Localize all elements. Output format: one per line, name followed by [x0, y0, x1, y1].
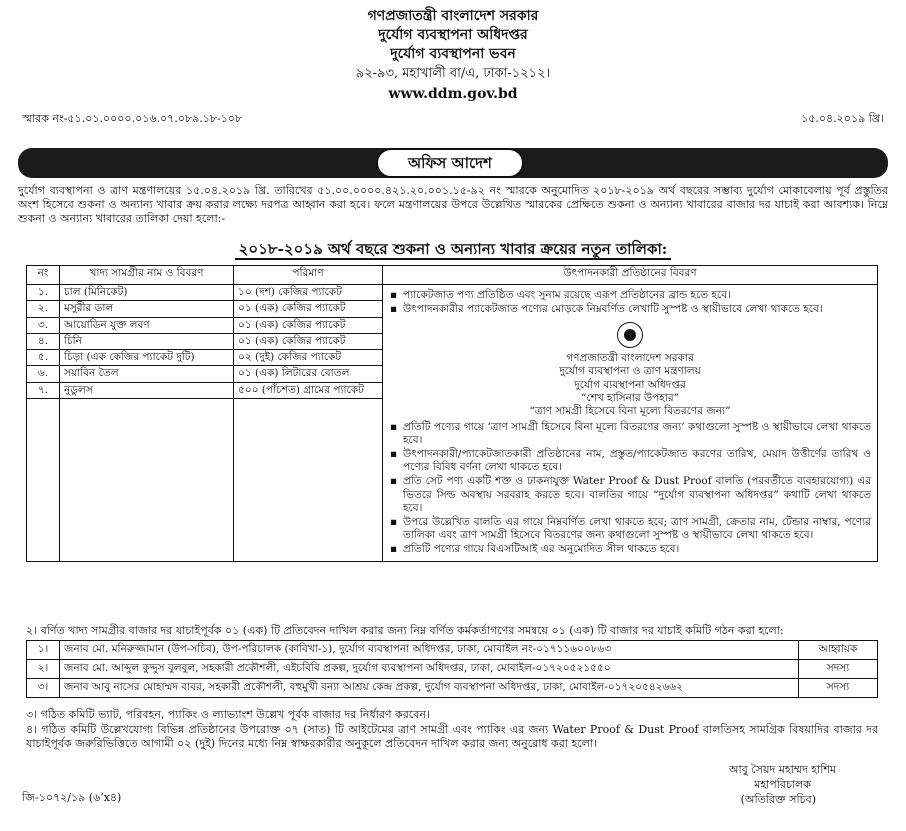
header-qty: পরিমাণ [234, 266, 383, 285]
committee-row [27, 679, 878, 698]
manufacturer-spec [383, 285, 878, 562]
food-items-table [26, 265, 878, 562]
signatory-rank: (অতিরিক্ত সচিব) [740, 793, 816, 806]
signatory-title: মহাপরিচালক [754, 778, 811, 791]
committee-role: আহ্বায়ক [799, 641, 878, 660]
committee-member: জনাব মো. আব্দুল কুদ্দুস বুলবুল, সহকারী প্রকৌশলী, এইচবিবি প্রকল্প, দুর্যোগ ব্যবস্থাপনা অধিদপ্তর, ঢাকা, মোবাইল-০১৭২০৫২১৫৫০ [60, 660, 799, 679]
row-item: চিড়া (এক কেজির প্যাকেট দুটি) [60, 350, 234, 366]
label-line: “শেখ হাসিনার উপহার” [580, 391, 679, 404]
row-no: ৫. [27, 350, 60, 366]
department-name: দুর্যোগ ব্যবস্থাপনা অধিদপ্তর [378, 27, 528, 43]
row-item: সয়াবিন তৈল [60, 366, 234, 382]
table-header-row [27, 266, 878, 285]
gov-name: গণপ্রজাতন্ত্রী বাংলাদেশ সরকার [367, 8, 539, 24]
label-line: দুর্যোগ ব্যবস্থাপনা অধিদপ্তর [574, 378, 686, 391]
intro-paragraph: দুর্যোগ ব্যবস্থাপনা ও ত্রাণ মন্ত্রণালয়ের ১৫.০৪.২০১৯ খ্রি. তারিখের ৫১.০০.০০০০.৪২১.২০.০০১.১৫-৯২ নং স্মারকে অনুমোদিত ২০১৮-২০১৯ অর্থ বছরের সম্ভাব্য দুর্যোগ মোকাবেলায় পূর্ব প্রস্তুতির অংশ হিসেবে শুকনা ও অন্যান্য খাবার ক্রয় করার লক্ষ্যে দরপত্র আহ্বান করা হবে। ফলে মন্ত্রণালয়ের উপরে উল্লেখিত স্মারকের প্রেক্ষিতে শুকনা ও অন্যান্য খাবারের বাজার দর যাচাই করা আবশ্যক। নিম্নে শুকনা ও অন্যান্য খাবারের তালিকা দেয়া হলো:- [18, 184, 888, 225]
committee-no: ৩। [27, 679, 60, 698]
committee-table [26, 640, 878, 698]
committee-role: সদস্য [799, 679, 878, 698]
header-item: খাদ্য সামগ্রীর নাম ও বিবরণ [60, 266, 234, 285]
memo-date: ১৫.০৪.২০১৯ খ্রি। [801, 112, 884, 125]
row-item: নুডুলস [60, 382, 234, 398]
empty-cell [60, 399, 234, 562]
row-no: ১. [27, 285, 60, 301]
committee-no: ২। [27, 660, 60, 679]
spec-item: ▪ উৎপাদনকারী/প্যাকেটজাতকারী প্রতিষ্ঠানের নাম, প্রস্তুত/প্যাকেটজাত করণের তারিখ, মেয়াদ উত্তীর্ণের তারিখ ও পণ্যের বিবিধ বর্ণনা লেখা থাকতে হবে। [399, 448, 871, 474]
spec-item: ▪ প্রতিটি পণ্যের গায়ে বিএসটিআই এর অনুমোদিত সীল থাকতে হবে। [399, 543, 871, 556]
row-qty: ৫০০ (পাঁচশত) গ্রামের প্যাকেট [234, 382, 383, 398]
row-item: মসুরীর ডাল [60, 301, 234, 317]
footer-code: জি-১০৭২/১৯ (৬’x৪) [22, 791, 122, 804]
office-order-title: অফিস আদেশ [376, 148, 524, 178]
row-no: ২. [27, 301, 60, 317]
building-name: দুর্যোগ ব্যবস্থাপনা ভবন [390, 46, 516, 62]
label-line: দুর্যোগ ব্যবস্থাপনা ও ত্রাণ মন্ত্রণালয় [559, 365, 701, 378]
paragraph-4: ৪। গঠিত কমিটি উল্লেখযোগ্য বিভিন্ন প্রতিষ্ঠানের উপরোক্ত ০৭ (সাত) টি আইটেমের ত্রাণ সামগ্রী এবং প্যাকিং এর জন্য Water Proof & Dust Proof বালতিসহ সামগ্রিক বিষয়াদির বাজার দর যাচাইপূর্বক জরুরিভিত্তিতে আগামী ০২ (দুই) দিনের মধ্যে নিম্ন স্বাক্ষরকারীর অনুকূলে প্রতিবেদন দাখিল করার জন্য অনুরোধ করা হলো। [26, 723, 878, 750]
header-spec: উৎপাদনকারী প্রতিষ্ঠানের বিবরণ [383, 266, 878, 285]
label-line: গণপ্রজাতন্ত্রী বাংলাদেশ সরকার [566, 352, 694, 365]
row-qty: ০১ (এক) কেজির প্যাকেট [234, 317, 383, 333]
row-qty: ০১ (এক) কেজির প্যাকেট [234, 301, 383, 317]
empty-cell [27, 399, 60, 562]
paragraph-2: ২। বর্ণিত খাদ্য সামগ্রীর বাজার দর যাচাইপূর্বক ০১ (এক) টি প্রতিবেদন দাখিল করার জন্য নিম্ন বর্ণিত কর্মকর্তাগণের সমন্বয়ে ০১ (এক) টি বাজার দর যাচাই কমিটি গঠন করা হলো: [26, 624, 784, 637]
committee-role: সদস্য [799, 660, 878, 679]
spec-top-list [389, 289, 871, 316]
memo-ref: স্মারক নং-৫১.০১.০০০০.০১৬.০৭.০৮৯.১৮-১০৮ [22, 112, 243, 125]
row-qty: ০২ (দুই) কেজির প্যাকেট [234, 350, 383, 366]
table-row [27, 285, 878, 301]
signatory-name: আবু সৈয়দ মহাম্মদ হাশিম [728, 763, 836, 776]
row-no: ৩. [27, 317, 60, 333]
spec-item: ▪ উৎপাদনকারীর প্যাকেটজাত পণ্যের মোড়কে নিম্নবর্ণিত লেখাটি সুস্পষ্ট ও স্থায়ীভাবে লেখা থাকতে হবে। [399, 303, 871, 316]
row-no: ৪. [27, 333, 60, 349]
header-no: নং [27, 266, 60, 285]
row-item: চাল (মিনিকেট) [60, 285, 234, 301]
committee-member: জনাব মো. মনিরুজ্জামান (উপ-সচিব), উপ-পরিচালক (কাবিখা-১), দুর্যোগ ব্যবস্থাপনা অধিদপ্তর, ঢাকা, মোবাইল নং-০১৭১১৬০০৮৬৩ [60, 641, 799, 660]
committee-row [27, 641, 878, 660]
address: ৯২-৯৩, মহাখালী বা/এ, ঢাকা-১২১২। [355, 66, 551, 81]
spec-item: ▪ প্যাকেটজাত পণ্য প্রতিষ্ঠিত এবং সুনাম রয়েছে এরূপ প্রতিষ্ঠানের ব্রান্ড হতে হবে। [399, 289, 871, 302]
row-no: ৬. [27, 366, 60, 382]
row-item: চিনি [60, 333, 234, 349]
spec-item: ▪ প্রতিটি পণ্যের গায়ে ‘ত্রাণ সামগ্রী হিসেবে বিনা মূল্যে বিতরণের জন্য’ কথাগুলো সুস্পষ্ট ও স্থায়ীভাবে লেখা থাকতে হবে। [399, 421, 871, 447]
table-title [0, 240, 906, 259]
row-no: ৭. [27, 382, 60, 398]
paragraph-3: ৩। গঠিত কমিটি ভ্যাট, পরিবহন, প্যাকিং ও ল্যাভ্যাংশ উল্লেখ পূর্বক বাজার দর নির্ধারণ করবেন। [26, 708, 430, 721]
committee-no: ১। [27, 641, 60, 660]
row-qty: ০১ (এক) লিটারের বোতল [234, 366, 383, 382]
committee-row [27, 660, 878, 679]
committee-member: জনাব আবু নাসের মোহাম্মদ বাবর, সহকারী প্রকৌশলী, বহুমুখী বন্যা আশ্রয় কেন্দ্র প্রকল্প, দুর্যোগ ব্যবস্থাপনা অধিদপ্তর, ঢাকা, মোবাইল-০১৭২০৫৪২৬৬২ [60, 679, 799, 698]
spec-item: ▪ প্রতি সেট পণ্য একটি শক্ত ও ঢাকনাযুক্ত Water Proof & Dust Proof বালতি (পরবর্তীতে ব্যবহারযোগ্য) এর ভিতরে সিল্ড অবস্থায় সরবরাহ করতে হবে। বালতির গায়ে “দুর্যোগ ব্যবস্থাপনা অধিদপ্তর” কথাটি লেখা থাকতে হবে। [399, 475, 871, 514]
spec-bottom-list [389, 421, 871, 556]
row-qty: ১০ (দশ) কেজির প্যাকেট [234, 285, 383, 301]
spec-item: ▪ উপরে উল্লেখিত বালতি এর গায়ে নিম্নবর্ণিত লেখা থাকতে হবে; ত্রাণ সামগ্রী, ক্রেতার নাম, টেন্ডার নাম্বার, পণ্যের তালিকা এবং ত্রাণ সামগ্রী হিসেবে বিতরণের জন্য কথাগুলো সুস্পষ্ট ও স্থায়ীভাবে লেখা থাকতে হবে। [399, 516, 871, 542]
label-line: “ত্রাণ সামগ্রী হিসেবে বিনা মূল্যে বিতরণের জন্য” [529, 404, 731, 417]
website: www.ddm.gov.bd [388, 86, 518, 102]
row-qty: ০১ (এক) কেজির প্যাকেট [234, 333, 383, 349]
row-item: আয়োডিন যুক্ত লবণ [60, 317, 234, 333]
empty-cell [234, 399, 383, 562]
table-title-text: ২০১৮-২০১৯ অর্থ বছরে শুকনা ও অন্যান্য খাবার ক্রয়ের নতুন তালিকা: [235, 240, 672, 260]
gov-seal-icon [617, 322, 643, 348]
